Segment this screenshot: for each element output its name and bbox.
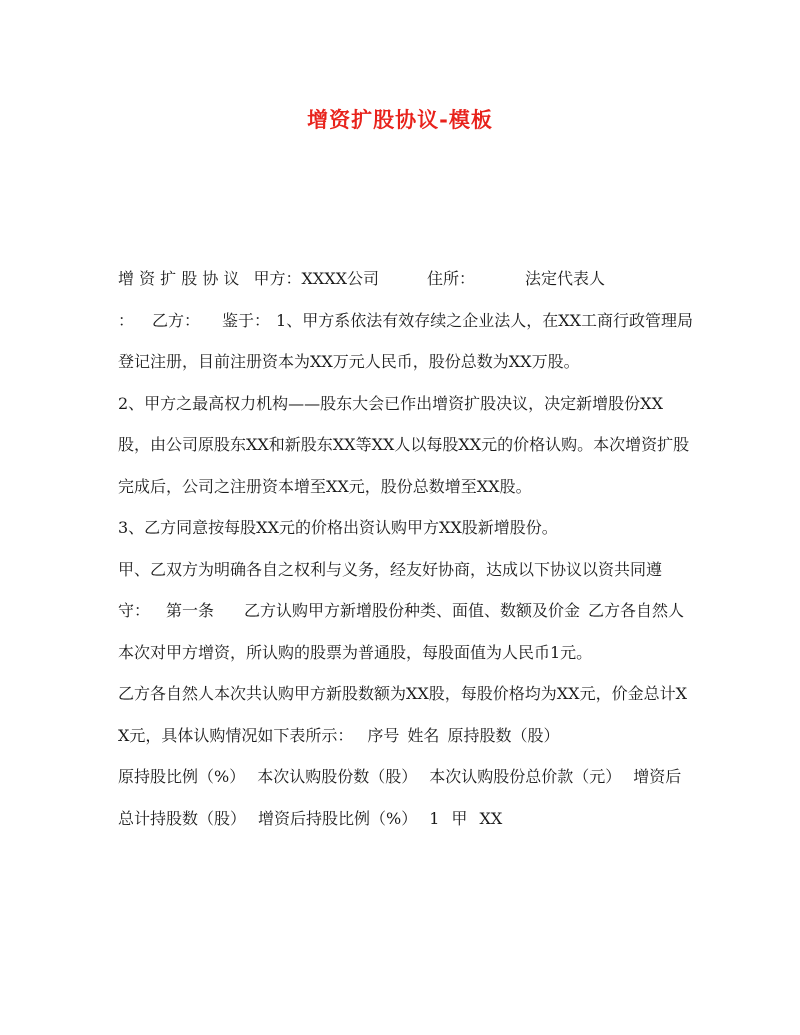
article-1-label: 第一条	[166, 601, 215, 620]
table-header-2: 姓名	[407, 725, 440, 745]
clause-3: 3、乙方同意按每股XX元的价格出资认购甲方XX股新增股份。	[118, 518, 558, 537]
table-header-4: 原持股比例（%）	[118, 767, 246, 786]
table-header-1: 序号	[367, 725, 400, 745]
row-1-name: 甲	[451, 808, 468, 828]
table-header-8: 增资后持股比例（%）	[258, 808, 418, 828]
heading-text: 增 资 扩 股 协 议	[118, 269, 240, 288]
paragraph-intro	[118, 258, 693, 383]
address-label: 住所：	[427, 269, 476, 288]
table-header-6: 本次认购股份总价款（元）	[429, 767, 622, 786]
table-header-5: 本次认购股份数（股）	[257, 767, 418, 786]
paragraph-agreement	[118, 549, 693, 674]
party-a-label: 甲方：XXXX公司	[253, 269, 380, 288]
table-header-3: 原持股数（股）	[447, 725, 560, 745]
document-title: 增资扩股协议-模板	[307, 108, 493, 132]
article-1-title: 乙方认购甲方新增股份种类、面值、数额及价金	[244, 601, 581, 620]
document-body	[118, 258, 693, 839]
legal-rep-label: 法定代表人	[525, 269, 606, 288]
row-1-shares: XX	[479, 808, 503, 828]
clause-2: 2、甲方之最高权力机构——股东大会已作出增资扩股决议，决定新增股份XX股，由公司原股东XX和新股东XX等XX人以每股XX元的价格认购。本次增资扩股完成后，公司之注册资本增至XX元，股份总数增至XX股。	[118, 393, 690, 496]
whereas-label: 鉴于：	[222, 310, 271, 330]
clause-1: 1、甲方系依法有效存续之企业法人，在XX工商行政管理局登记注册，目前注册资本为XX万元人民币，股份总数为XX万股。	[118, 310, 694, 371]
article-1-text: 乙方各自然人本次对甲方增资，所认购的股票为普通股，每股面值为人民币1元。	[118, 601, 685, 662]
table-header-7: 增资后总计持股数（股）	[118, 767, 682, 828]
colon-mark: ：	[118, 310, 135, 330]
agreement-intro: 甲、乙双方为明确各自之权利与义务，经友好协商，达成以下协议以资共同遵守：	[118, 559, 663, 620]
party-b-label: 乙方：	[152, 310, 201, 330]
paragraph-subscription	[118, 673, 693, 839]
row-1-index: 1	[429, 808, 440, 828]
subscription-text: 乙方各自然人本次共认购甲方新股数额为XX股，每股价格均为XX元，价金总计XX元，具体认购情况如下表所示：	[118, 684, 687, 745]
